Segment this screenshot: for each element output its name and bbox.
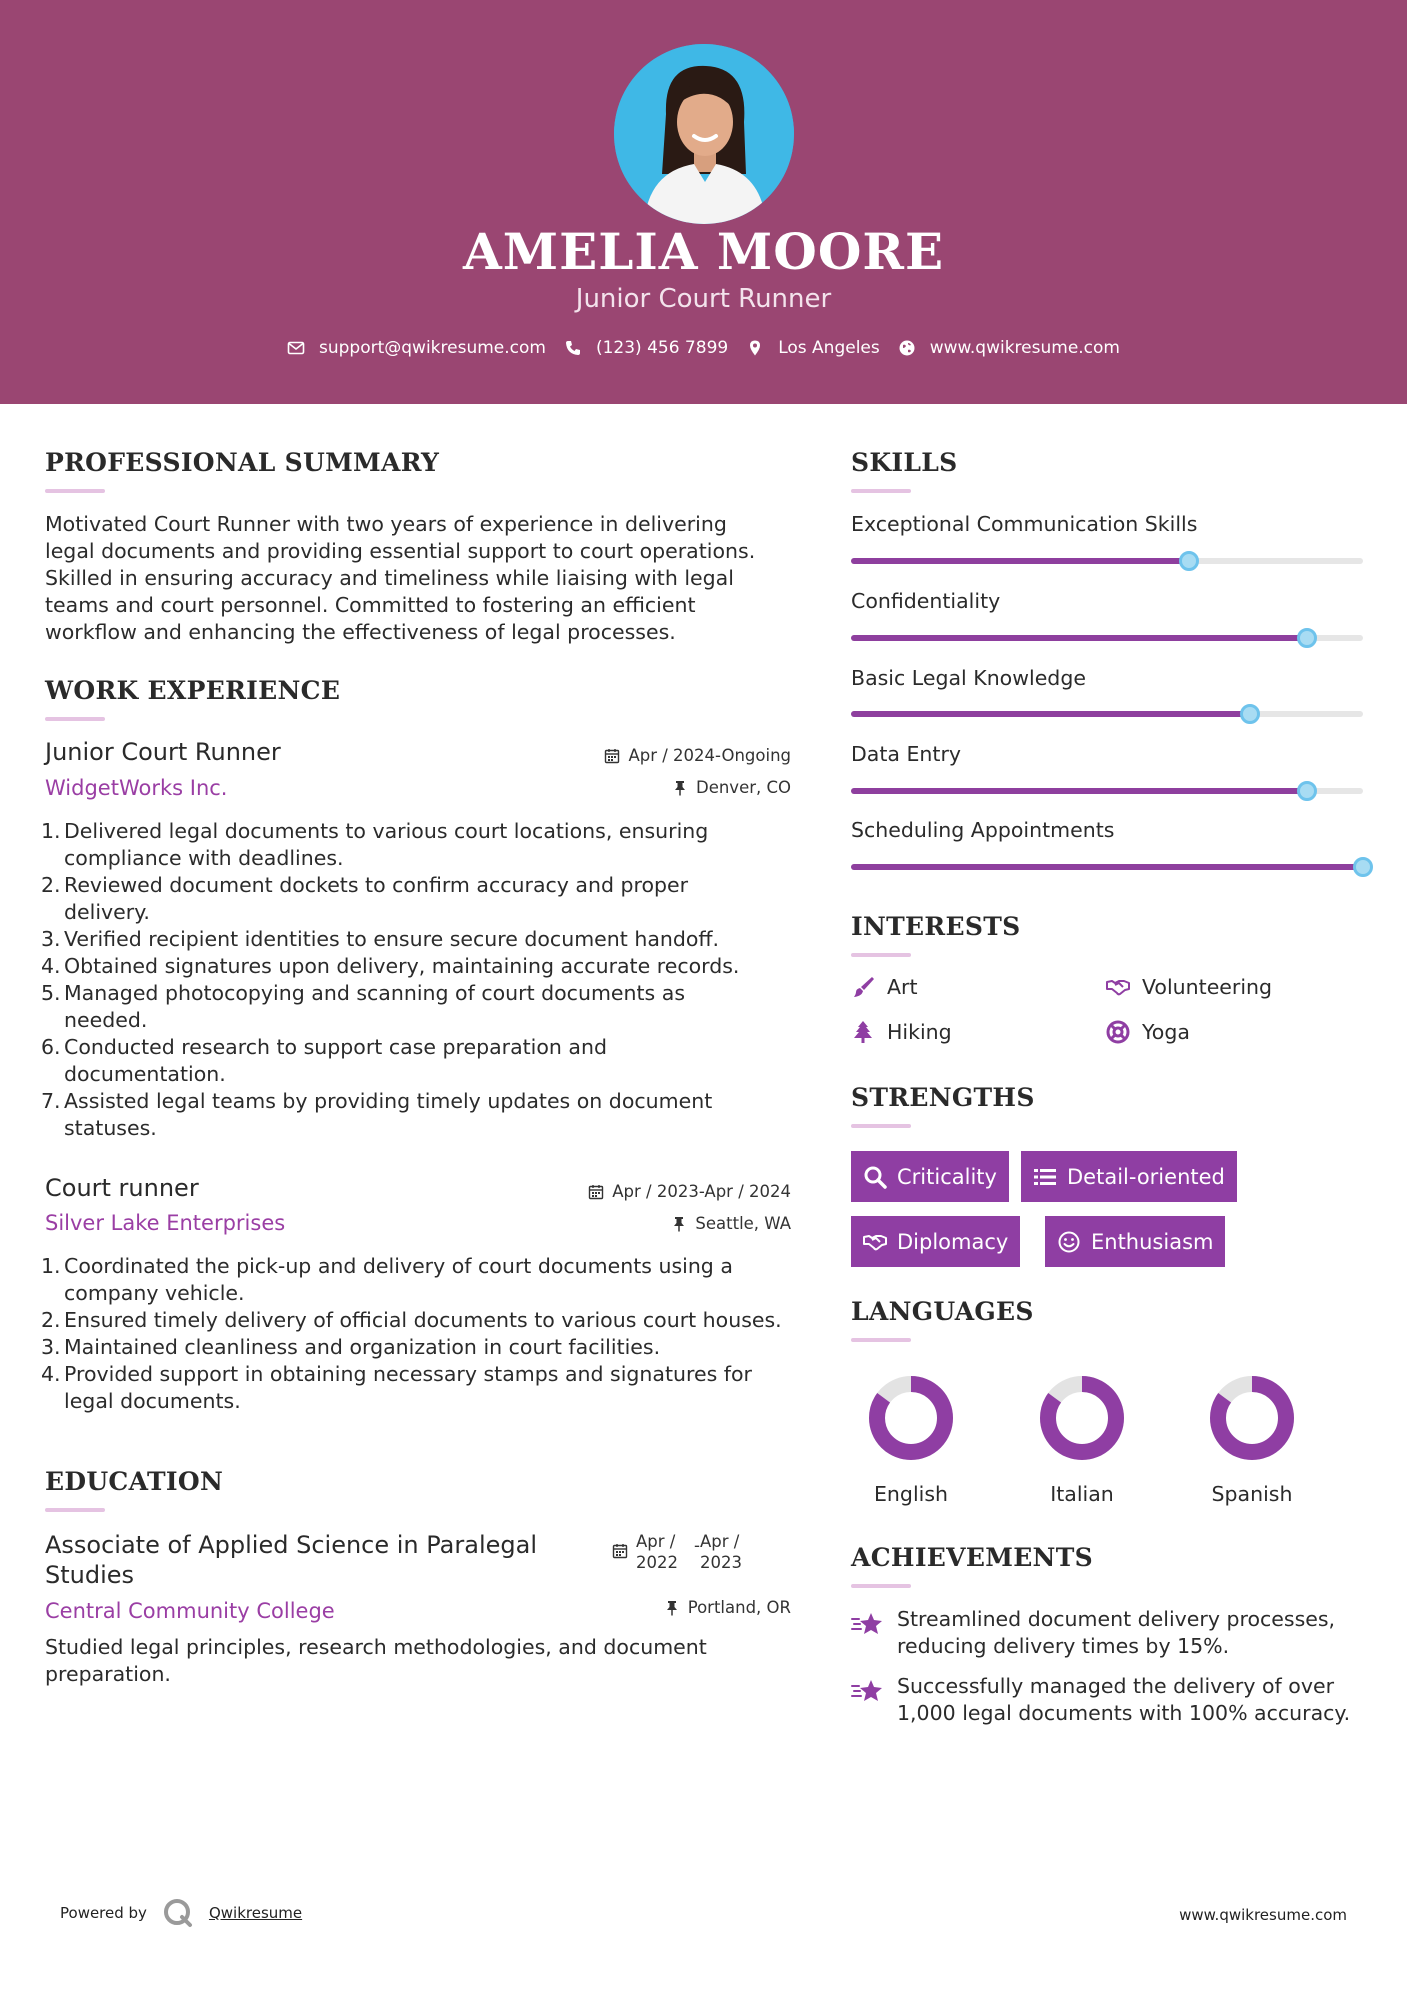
- achievement-line: Successfully managed the delivery of over: [897, 1674, 1334, 1698]
- languages-rule: [851, 1338, 911, 1342]
- map-pin-icon: [746, 339, 764, 357]
- language-label: Italian: [1050, 1482, 1114, 1506]
- achievement-item: [851, 1673, 1371, 1727]
- skill-bar-knob[interactable]: [1353, 857, 1373, 877]
- search-icon: [863, 1165, 887, 1189]
- skill-label: Data Entry: [851, 742, 962, 766]
- achievement-text: [897, 1606, 1335, 1660]
- resume-header: [0, 0, 1407, 404]
- language-donut: [1038, 1374, 1126, 1462]
- contact-location: [746, 338, 880, 358]
- skill-bar-knob[interactable]: [1297, 781, 1317, 801]
- list-icon: [1033, 1165, 1057, 1189]
- shooting-star-icon: [851, 1676, 883, 1704]
- education-heading: EDUCATION: [45, 1467, 224, 1496]
- strength-label: Enthusiasm: [1091, 1229, 1214, 1254]
- globe-icon: [898, 339, 916, 357]
- list-item: 3. Verified recipient identities to ensure secure document handoff.: [45, 926, 815, 953]
- language-item: [1017, 1374, 1147, 1506]
- footer-powered-label: Powered by: [60, 1904, 147, 1922]
- skill-bar: [851, 788, 1363, 794]
- summary-line: Skilled in ensuring accuracy and timeliness while liaising with legal: [45, 566, 734, 590]
- experience-rule: [45, 717, 105, 721]
- achievements-heading: ACHIEVEMENTS: [851, 1543, 1093, 1572]
- education-sep: -: [694, 1536, 700, 1555]
- list-item-line: needed.: [64, 1008, 148, 1032]
- summary-rule: [45, 489, 105, 493]
- pushpin-icon: [664, 1600, 680, 1616]
- job-dates: [588, 1182, 791, 1201]
- list-item-line: Assisted legal teams by providing timely updates on document: [64, 1089, 713, 1113]
- list-item-line: delivery.: [64, 900, 150, 924]
- skill-bar-knob[interactable]: [1179, 551, 1199, 571]
- contact-email[interactable]: [287, 338, 546, 358]
- list-item-line: Maintained cleanliness and organization in court facilities.: [64, 1335, 661, 1359]
- skill-bar-fill: [851, 711, 1250, 717]
- candidate-name: AMELIA MOORE: [462, 222, 945, 281]
- contact-website-text[interactable]: www.qwikresume.com: [929, 338, 1120, 358]
- language-donut: [1208, 1374, 1296, 1462]
- experience-heading: WORK EXPERIENCE: [45, 676, 341, 705]
- summary-line: Motivated Court Runner with two years of experience in delivering: [45, 512, 727, 536]
- contact-phone[interactable]: [564, 338, 728, 358]
- skill-bar-fill: [851, 635, 1307, 641]
- tree-icon: [851, 1020, 875, 1044]
- skill-label: Scheduling Appointments: [851, 818, 1115, 842]
- skill-label: Confidentiality: [851, 589, 1001, 613]
- calendar-icon: [588, 1184, 604, 1200]
- footer-powered-by: [60, 1898, 302, 1928]
- list-item-line: statuses.: [64, 1116, 157, 1140]
- skill-bar-knob[interactable]: [1240, 704, 1260, 724]
- job-dates-text: Apr / 2023-Apr / 2024: [612, 1182, 791, 1201]
- list-item: 4. Provided support in obtaining necessary stamps and signatures for legal documents.: [45, 1361, 815, 1415]
- list-item-line: compliance with deadlines.: [64, 846, 344, 870]
- strengths-heading: STRENGTHS: [851, 1083, 1035, 1112]
- contact-website[interactable]: [898, 338, 1120, 358]
- interest-item-volunteering: [1106, 975, 1272, 999]
- list-item-line: Conducted research to support case preparation and: [64, 1035, 607, 1059]
- contact-phone-text[interactable]: (123) 456 7899: [595, 338, 729, 358]
- strength-badge-diplomacy: [851, 1216, 1020, 1267]
- skill-bar-fill: [851, 558, 1189, 564]
- language-label: Spanish: [1211, 1482, 1293, 1506]
- education-dates: [612, 1531, 742, 1573]
- strength-label: Criticality: [897, 1164, 997, 1189]
- job-company: Silver Lake Enterprises: [45, 1211, 286, 1235]
- education-location-text: Portland, OR: [687, 1598, 791, 1617]
- summary-heading: PROFESSIONAL SUMMARY: [45, 448, 440, 477]
- skill-bar: [851, 864, 1363, 870]
- list-item-line: Verified recipient identities to ensure secure document handoff.: [64, 927, 720, 951]
- interest-label: Yoga: [1142, 1020, 1190, 1044]
- list-item: 2. Reviewed document dockets to confirm accuracy and proper delivery.: [45, 872, 815, 926]
- skill-bar: [851, 558, 1363, 564]
- pushpin-icon: [672, 780, 688, 796]
- strength-label: Diplomacy: [897, 1229, 1009, 1254]
- handshake-icon: [863, 1230, 887, 1254]
- job-location: [672, 778, 791, 797]
- list-item-line: Delivered legal documents to various court locations, ensuring: [64, 819, 709, 843]
- job-dates-text: Apr / 2024-Ongoing: [628, 746, 791, 765]
- list-item-line: Obtained signatures upon delivery, maintaining accurate records.: [64, 954, 740, 978]
- achievement-line: Streamlined document delivery processes,: [897, 1607, 1336, 1631]
- pushpin-icon: [671, 1216, 687, 1232]
- job-duties-list: [41, 1253, 815, 1415]
- language-item: [846, 1374, 976, 1506]
- job-location-text: Seattle, WA: [695, 1214, 791, 1233]
- achievement-line: reducing delivery times by 15%.: [897, 1634, 1230, 1658]
- strength-label: Detail-oriented: [1067, 1164, 1225, 1189]
- summary-line: legal documents and providing essential support to court operations.: [45, 539, 756, 563]
- calendar-icon: [604, 748, 620, 764]
- contact-email-text[interactable]: support@qwikresume.com: [319, 338, 546, 358]
- education-description: [45, 1634, 805, 1688]
- skills-heading: SKILLS: [851, 448, 958, 477]
- job-duties-list: [41, 818, 815, 1142]
- education-desc-line: Studied legal principles, research methodologies, and document: [45, 1635, 707, 1659]
- shooting-star-icon: [851, 1609, 883, 1637]
- education-end: [700, 1531, 742, 1573]
- calendar-icon: [612, 1543, 628, 1559]
- strength-badge-enthusiasm: [1045, 1216, 1225, 1267]
- skill-bar-fill: [851, 864, 1363, 870]
- skill-label: Basic Legal Knowledge: [851, 666, 1086, 690]
- education-desc-line: preparation.: [45, 1662, 171, 1686]
- qwikresume-logo-icon: [163, 1898, 193, 1928]
- skill-bar: [851, 635, 1363, 641]
- list-item: 1. Coordinated the pick-up and delivery of court documents using a company vehicle.: [45, 1253, 815, 1307]
- degree-line: Associate of Applied Science in Paralegal: [45, 1531, 537, 1559]
- list-item-line: Coordinated the pick-up and delivery of court documents using a: [64, 1254, 733, 1278]
- smile-icon: [1057, 1230, 1081, 1254]
- skill-bar-fill: [851, 788, 1307, 794]
- list-item-line: legal documents.: [64, 1389, 241, 1413]
- job-title: Junior Court Runner: [45, 738, 281, 766]
- list-item-line: documentation.: [64, 1062, 226, 1086]
- achievements-rule: [851, 1584, 911, 1588]
- footer-brand-link[interactable]: Qwikresume: [208, 1904, 303, 1922]
- languages-heading: LANGUAGES: [851, 1297, 1034, 1326]
- interest-item-yoga: [1106, 1020, 1190, 1044]
- language-donut: [867, 1374, 955, 1462]
- list-item: 4. Obtained signatures upon delivery, maintaining accurate records.: [45, 953, 815, 980]
- skill-bar-knob[interactable]: [1297, 628, 1317, 648]
- interest-label: Art: [887, 975, 918, 999]
- job-title: Court runner: [45, 1174, 199, 1202]
- list-item: 7. Assisted legal teams by providing timely updates on document statuses.: [45, 1088, 815, 1142]
- list-item-line: Ensured timely delivery of official documents to various court houses.: [64, 1308, 782, 1332]
- footer-site-link[interactable]: www.qwikresume.com: [1179, 1906, 1347, 1924]
- profile-photo: [614, 44, 794, 224]
- job-dates: [604, 746, 791, 765]
- strengths-rule: [851, 1124, 911, 1128]
- list-item-line: company vehicle.: [64, 1281, 245, 1305]
- list-item: 2. Ensured timely delivery of official documents to various court houses.: [45, 1307, 815, 1334]
- list-item: 5. Managed photocopying and scanning of court documents as needed.: [45, 980, 815, 1034]
- interests-rule: [851, 953, 911, 957]
- job-location: [671, 1214, 791, 1233]
- education-end-line: Apr /: [699, 1532, 740, 1551]
- interest-item-art: [851, 975, 918, 999]
- skills-rule: [851, 489, 911, 493]
- strength-badge-criticality: [851, 1151, 1009, 1202]
- lifering-icon: [1106, 1020, 1130, 1044]
- envelope-icon: [287, 339, 305, 357]
- interests-heading: INTERESTS: [851, 912, 1021, 941]
- achievement-text: [897, 1673, 1350, 1727]
- skill-label: Exceptional Communication Skills: [851, 512, 1198, 536]
- language-item: [1187, 1374, 1317, 1506]
- education-start-line: 2022: [636, 1553, 678, 1572]
- summary-line: teams and court personnel. Committed to fostering an efficient: [45, 593, 696, 617]
- candidate-role: Junior Court Runner: [575, 284, 832, 314]
- list-item-line: Reviewed document dockets to confirm accuracy and proper: [64, 873, 689, 897]
- degree-title: [45, 1530, 537, 1590]
- job-company: WidgetWorks Inc.: [45, 776, 228, 800]
- interest-label: Volunteering: [1142, 975, 1273, 999]
- contact-bar: [0, 338, 1407, 358]
- skill-bar: [851, 711, 1363, 717]
- list-item-line: Provided support in obtaining necessary stamps and signatures for: [64, 1362, 752, 1386]
- interest-item-hiking: [851, 1020, 952, 1044]
- summary-line: workflow and enhancing the effectiveness of legal processes.: [45, 620, 676, 644]
- language-label: English: [873, 1482, 949, 1506]
- education-end-line: 2023: [699, 1553, 742, 1572]
- education-start: [636, 1531, 678, 1573]
- list-item: 3. Maintained cleanliness and organization in court facilities.: [45, 1334, 815, 1361]
- list-item: 6. Conducted research to support case preparation and documentation.: [45, 1034, 815, 1088]
- achievement-line: 1,000 legal documents with 100% accuracy.: [897, 1701, 1351, 1725]
- degree-line: Studies: [45, 1561, 135, 1589]
- strength-badge-detail-oriented: [1021, 1151, 1237, 1202]
- contact-location-text: Los Angeles: [778, 338, 880, 358]
- phone-icon: [564, 339, 582, 357]
- education-rule: [45, 1508, 105, 1512]
- paintbrush-icon: [851, 975, 875, 999]
- handshake-icon: [1106, 975, 1130, 999]
- interest-label: Hiking: [887, 1020, 952, 1044]
- summary-text: [45, 511, 785, 646]
- list-item-line: Managed photocopying and scanning of court documents as: [64, 981, 685, 1005]
- school-name: Central Community College: [45, 1599, 335, 1623]
- achievement-item: [851, 1606, 1371, 1660]
- education-location: [664, 1598, 791, 1617]
- list-item: 1. Delivered legal documents to various court locations, ensuring compliance with deadlines.: [45, 818, 815, 872]
- education-start-line: Apr /: [636, 1532, 676, 1551]
- job-location-text: Denver, CO: [695, 778, 791, 797]
